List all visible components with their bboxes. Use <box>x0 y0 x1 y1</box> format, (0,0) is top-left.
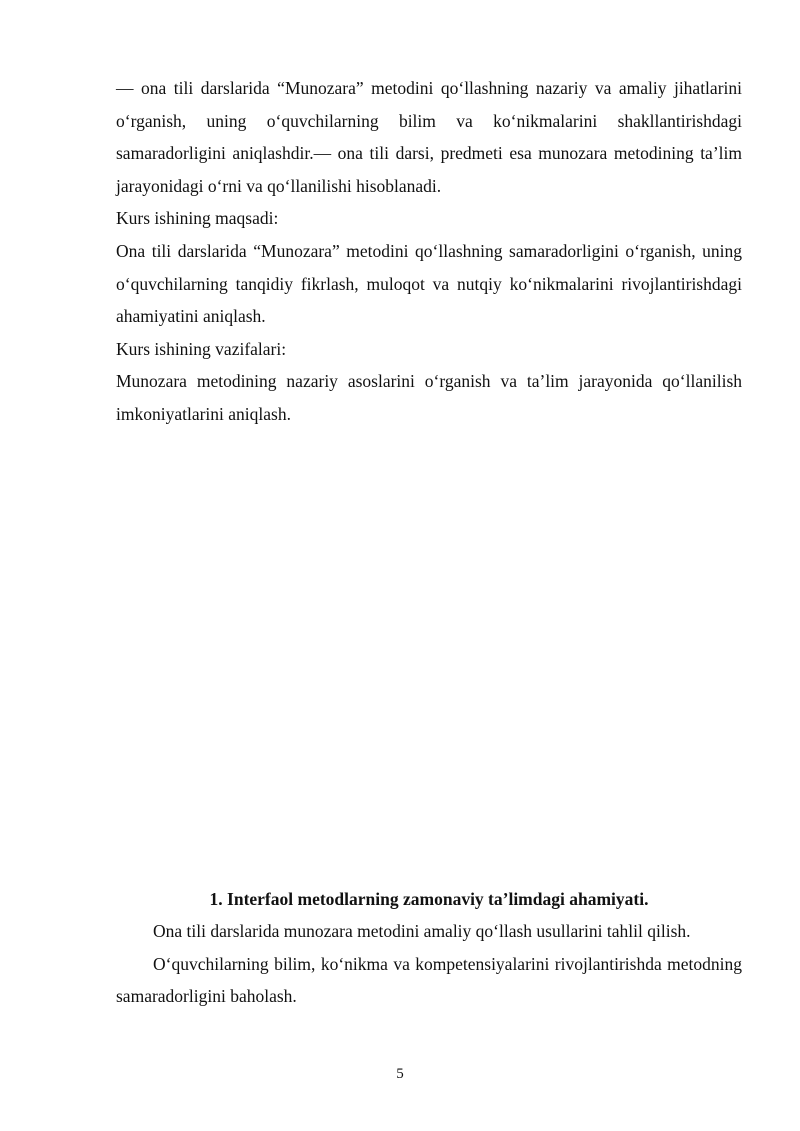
body-text-bottom <box>116 915 742 1013</box>
section-paragraph-2: O‘quvchilarning bilim, ko‘nikma va kompetensiyalarini rivojlantirishda metodning samaradorligini baholash. <box>116 953 742 1007</box>
section-heading: 1. Interfaol metodlarning zamonaviy ta’limdagi ahamiyati. <box>209 889 649 909</box>
tasks-label: Kurs ishining vazifalari: <box>116 338 287 359</box>
page-number: 5 <box>396 1066 404 1082</box>
section-paragraph-1: Ona tili darslarida munozara metodini amaliy qo‘llash usullarini tahlil qilish. <box>153 921 691 941</box>
body-text-top <box>116 72 742 431</box>
tasks-paragraph: Munozara metodining nazariy asoslarini o‘rganish va ta’lim jarayonida qo‘llanilish imkoniyatlarini aniqlash. <box>116 371 742 424</box>
goal-paragraph: Ona tili darslarida “Munozara” metodini qo‘llashning samaradorligini o‘rganish, uning o‘quvchilarning tanqidiy fikrlash, muloqot va nutqiy ko‘nikmalarini rivojlantirishdagi ahamiyatini aniqlash. <box>116 240 742 327</box>
goal-label: Kurs ishining maqsadi: <box>116 208 279 229</box>
intro-paragraph: — ona tili darslarida “Munozara” metodini qo‘llashning nazariy va amaliy jihatlarini o‘rganish, uning o‘quvchilarning bilim va ko‘nikmalarini shakllantirishdagi samaradorligini aniqlashdir.— ona tili darsi, predmeti esa munozara metodining ta’lim jarayonidagi o‘rni va qo‘llanilishi hisoblanadi. <box>116 78 742 196</box>
